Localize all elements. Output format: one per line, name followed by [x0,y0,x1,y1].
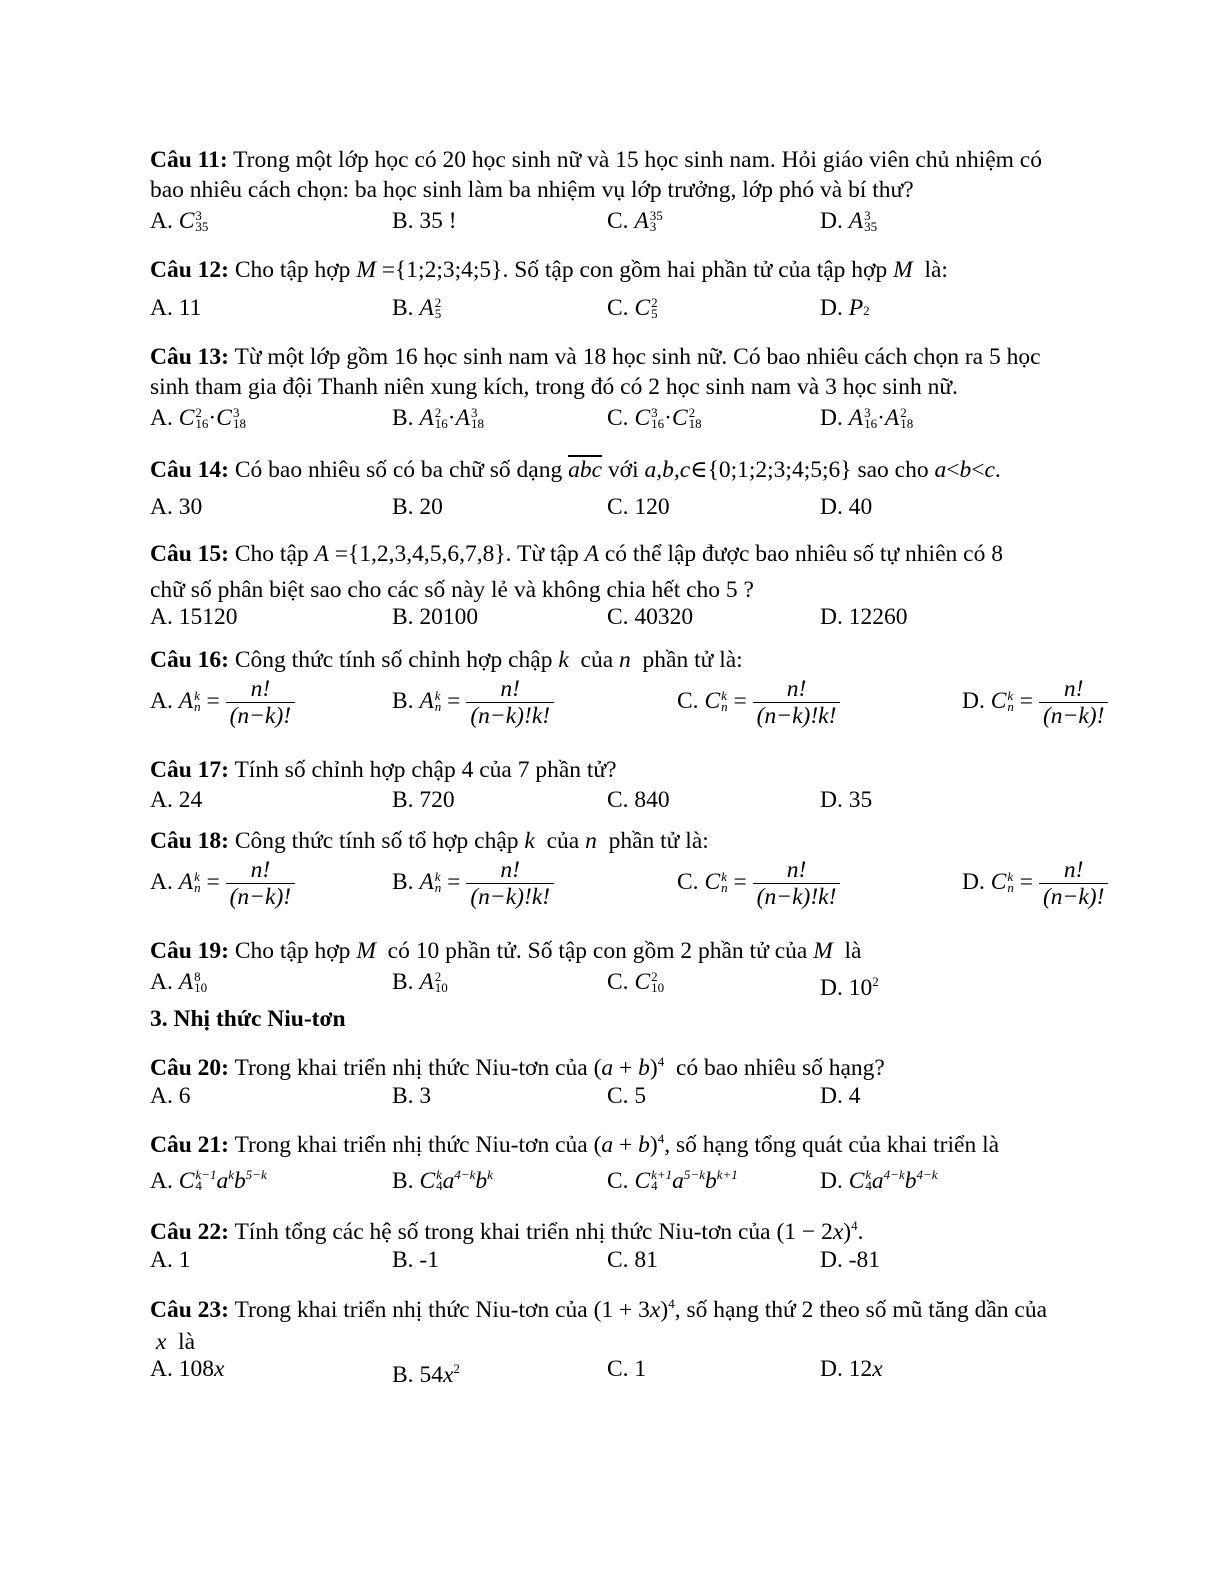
options-19 [150,967,1150,999]
option-a[interactable]: A. 108x [150,1356,225,1382]
question-label: Câu 14: [150,457,229,483]
question-text: Trong khai triển nhị thức Niu-tơn của [234,1131,588,1158]
question-23: Câu 23: Trong khai triển nhị thức Niu-tơn của $(1 + 3x)^4$, số hạng thứ 2 theo số mũ tăng dần của x là [150,1296,1048,1355]
question-label: Câu 18: [150,828,229,854]
option-c[interactable]: C. C 2 10 [607,968,665,995]
math-set-m: M ={1;2;3;4;5} [356,257,503,283]
question-text: phần tử là: [608,828,709,854]
option-b[interactable]: B. 35 ! [392,208,457,234]
option-a[interactable]: A. A k n = $\frac{n!}{(n-k)!}$ [150,857,295,910]
question-label: Câu 15: [150,541,229,567]
question-label: Câu 22: [150,1218,229,1245]
question-label: Câu 21: [150,1131,229,1158]
question-text: Công thức tính số tổ hợp chập [234,828,519,854]
question-20: Câu 20: Trong khai triển nhị thức Niu-tơn của $(a + b)^4$ có bao nhiêu số hạng? [150,1054,885,1081]
question-label: Câu 23: [150,1296,229,1323]
options-12 [150,293,1150,325]
question-16: Câu 16: Công thức tính số chỉnh hợp chập k của n phần tử là: [150,647,743,673]
question-text: là [844,938,862,964]
question-text: Công thức tính số chỉnh hợp chập [234,647,553,673]
option-b[interactable]: B. 20100 [392,604,479,630]
question-label: Câu 13: [150,344,229,370]
option-c[interactable]: C. C k+1 4 $a^{5-k}b^{k+1}$ [607,1167,738,1194]
options-18 [150,857,1150,919]
options-21 [150,1160,1150,1192]
question-17 [150,755,1140,785]
option-c[interactable]: C. 1 [607,1356,647,1382]
option-c[interactable]: C. C 2 5 [607,294,658,321]
question-label: Câu 12: [150,257,229,283]
option-c[interactable]: C. C k n = $\frac{n!}{(n-k)!k!}$ [677,857,840,910]
question-text: là: [924,257,948,283]
option-a[interactable]: A. C 2 16 ·C 3 18 [150,404,246,431]
options-20 [150,1081,1150,1113]
option-c[interactable]: C. A 35 3 [607,207,663,234]
option-b[interactable]: B. 20 [392,494,443,520]
question-text: , số hạng tổng quát của khai triển là [664,1131,1000,1158]
question-text: với [607,457,639,483]
question-text: có bao nhiêu số hạng? [676,1054,885,1081]
question-text: phần tử là: [642,647,743,673]
question-text: là [178,1328,196,1355]
question-text: của [546,828,580,854]
option-c[interactable]: C. 81 [607,1247,658,1273]
options-15 [150,602,1150,634]
option-c[interactable]: C. C k n = $\frac{n!}{(n-k)!k!}$ [677,676,840,729]
option-a[interactable]: A. C 3 35 [150,207,209,234]
option-b[interactable]: B. -1 [392,1247,439,1273]
question-15: Câu 15: Cho tập A ={1,2,3,4,5,6,7,8}. Từ tập A có thể lập được bao nhiêu số tự nhiên có 8 chữ số phân biệt sao cho các số này lẻ và không chia hết cho 5 ? [150,541,1003,603]
option-a[interactable]: A. 11 [150,295,202,321]
option-b[interactable]: B. C k 4 $a^{4-k}b^k$ [392,1167,493,1194]
question-text: có thể lập được bao nhiêu số tự nhiên có 8 [604,541,1003,567]
question-text: chữ số phân biệt sao cho các số này lẻ và không chia hết cho 5 ? [150,577,754,603]
question-22: Câu 22: Tính tổng các hệ số trong khai triển nhị thức Niu-tơn của $(1 - 2x)^4$. [150,1218,864,1245]
option-d[interactable]: D. P2 [820,295,870,321]
question-14: Câu 14: Có bao nhiêu số có ba chữ số dạng $\overline{abc}$ với a,b,c∈{0;1;2;3;4;5;6} sao cho a<b<c. [150,457,1001,483]
option-d[interactable]: D. C k n = $\frac{n!}{(n-k)!}$ [962,676,1108,729]
question-18: Câu 18: Công thức tính số tổ hợp chập k của n phần tử là: [150,828,709,854]
question-text: Từ một lớp gồm 16 học sinh nam và 18 học sinh nữ. Có bao nhiêu cách chọn ra 5 học [234,344,1041,370]
option-d[interactable]: D. 12260 [820,604,908,630]
question-13 [150,342,1140,402]
question-text: bao nhiêu cách chọn: ba học sinh làm ba nhiệm vụ lớp trưởng, lớp phó và bí thư? [150,177,914,203]
question-label: Câu 19: [150,938,229,964]
option-d[interactable]: D. A 3 16 ·A 2 18 [820,404,914,431]
option-b[interactable]: B. A k n = $\frac{n!}{(n-k)!k!}$ [392,857,554,910]
option-c[interactable]: C. 120 [607,494,670,520]
option-d[interactable]: D. $10^2$ [820,974,879,1001]
question-label: Câu 11: [150,147,228,173]
option-b[interactable]: B. A 2 10 [392,968,448,995]
question-text: Trong khai triển nhị thức Niu-tơn của [234,1296,588,1323]
question-text: Tính số chỉnh hợp chập 4 của 7 phần tử? [234,757,617,783]
question-text: Trong một lớp học có 20 học sinh nữ và 15 học sinh nam. Hỏi giáo viên chủ nhiệm có [233,147,1042,173]
option-a[interactable]: A. A k n = $\frac{n!}{(n-k)!}$ [150,676,295,729]
option-b[interactable]: B. A 2 5 [392,294,442,321]
question-text: sao cho [857,457,929,483]
option-c[interactable]: C. 5 [607,1083,647,1109]
option-d[interactable]: D. 35 [820,787,873,813]
option-a[interactable]: A. 24 [150,787,203,813]
option-c[interactable]: C. 40320 [607,604,694,630]
options-14 [150,492,1150,524]
option-c[interactable]: C. 840 [607,787,670,813]
option-d[interactable]: D. C k n = $\frac{n!}{(n-k)!}$ [962,857,1108,910]
option-d[interactable]: D. C k 4 $a^{4-k}b^{4-k}$ [820,1167,938,1194]
option-d[interactable]: D. 40 [820,494,873,520]
option-d[interactable]: D. 12x [820,1356,883,1382]
option-a[interactable]: A. A 8 10 [150,968,208,995]
option-a[interactable]: A. 30 [150,494,203,520]
question-text: Tính tổng các hệ số trong khai triển nhị thức Niu-tơn của [234,1218,771,1245]
options-11 [150,206,1150,238]
question-21: Câu 21: Trong khai triển nhị thức Niu-tơn của $(a + b)^4$, số hạng tổng quát của khai triển là [150,1131,1000,1158]
question-text: Trong khai triển nhị thức Niu-tơn của [234,1054,588,1081]
option-b[interactable]: B. A 2 16 ·A 3 18 [392,404,484,431]
option-b[interactable]: B. 720 [392,787,455,813]
question-text: của [580,647,614,673]
question-text: , số hạng thứ 2 theo số mũ tăng dần của [674,1296,1048,1323]
option-a[interactable]: A. C k−1 4 $a^kb^{5-k}$ [150,1167,267,1194]
option-d[interactable]: D. 4 [820,1083,861,1109]
options-23 [150,1354,1150,1386]
question-text: có 10 phần tử. Số tập con gồm 2 phần tử của [387,938,808,964]
option-a[interactable]: A. 1 [150,1247,191,1273]
option-d[interactable]: D. A 3 35 [820,207,878,234]
question-label: Câu 16: [150,647,229,673]
options-22 [150,1245,1150,1277]
question-text: Từ tập [517,541,579,567]
question-text: Cho tập hợp [234,257,351,283]
question-label: Câu 20: [150,1054,229,1081]
option-b[interactable]: B. 3 [392,1083,432,1109]
question-text: Số tập con gồm hai phần tử của tập hợp [514,257,888,283]
option-c[interactable]: C. C 3 16 ·C 2 18 [607,404,702,431]
option-b[interactable]: B. A k n = $\frac{n!}{(n-k)!k!}$ [392,676,554,729]
question-19: Câu 19: Cho tập hợp M có 10 phần tử. Số tập con gồm 2 phần tử của M là [150,938,862,964]
question-text: Cho tập hợp [234,938,351,964]
question-11 [150,145,1140,205]
section-heading: 3. Nhị thức Niu-tơn [150,1006,346,1032]
options-17 [150,785,1150,817]
option-b[interactable]: B. $54x^2$ [392,1361,460,1388]
question-text: Cho tập [234,541,309,567]
options-16 [150,676,1150,738]
option-a[interactable]: A. 15120 [150,604,238,630]
question-label: Câu 17: [150,757,229,783]
question-text: Có bao nhiêu số có ba chữ số dạng [234,457,563,483]
option-d[interactable]: D. -81 [820,1247,881,1273]
option-a[interactable]: A. 6 [150,1083,191,1109]
question-12: Câu 12: Cho tập hợp M ={1;2;3;4;5}. Số tập con gồm hai phần tử của tập hợp M là: [150,257,948,283]
question-text: sinh tham gia đội Thanh niên xung kích, trong đó có 2 học sinh nam và 3 học sinh nữ. [150,374,958,400]
options-13 [150,403,1150,435]
